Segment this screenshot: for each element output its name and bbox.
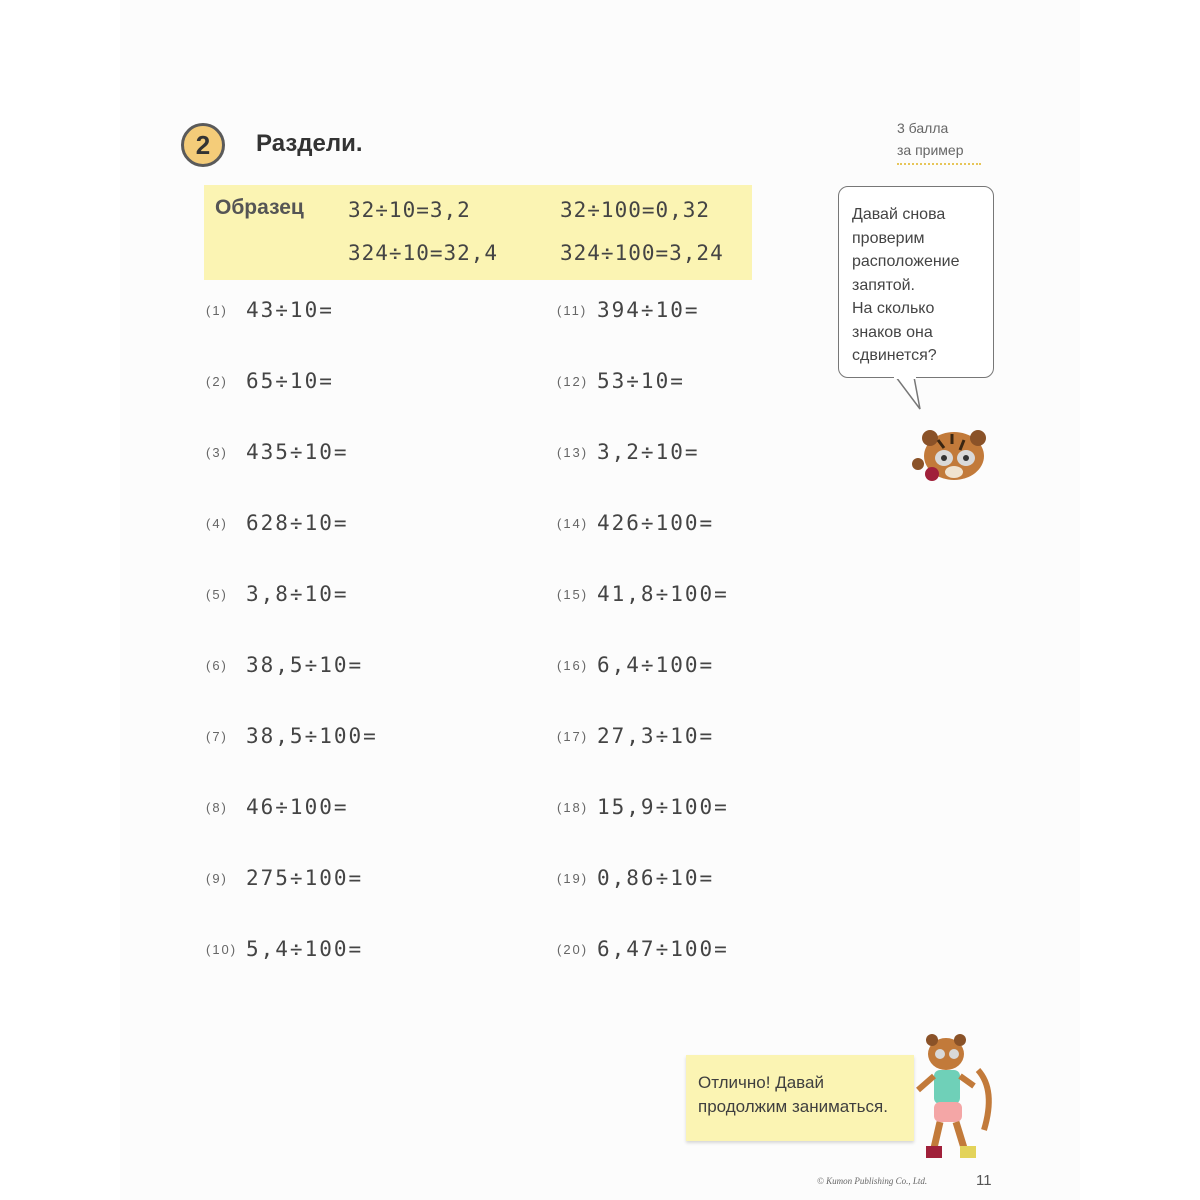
problem-number: (5)	[206, 586, 228, 602]
problem-number: (9)	[206, 870, 228, 886]
problem-item	[206, 511, 349, 535]
hint-line: расположение	[852, 253, 960, 270]
problem-number: (1)	[206, 302, 228, 318]
copyright-notice: © Kumon Publishing Co., Ltd.	[817, 1176, 928, 1186]
problem-number: (14)	[557, 515, 589, 531]
problem-item	[557, 511, 714, 535]
problem-expression: 27,3÷10=	[597, 724, 715, 748]
problem-item	[557, 795, 729, 819]
problem-expression: 43÷10=	[246, 298, 334, 322]
problem-item	[557, 937, 729, 961]
problem-expression: 6,4÷100=	[597, 653, 715, 677]
closing-line-2: продолжим заниматься.	[698, 1097, 888, 1116]
problem-number: (8)	[206, 799, 228, 815]
speech-bubble-tail	[890, 375, 930, 411]
points-note	[897, 117, 981, 165]
problem-number: (4)	[206, 515, 228, 531]
tiger-character-icon	[900, 1030, 1000, 1170]
problem-number: (12)	[557, 373, 589, 389]
problem-expression: 3,2÷10=	[597, 440, 700, 464]
points-dotted-underline	[897, 163, 981, 165]
sample-equation-4: 324÷100=3,24	[560, 241, 724, 265]
points-line-1: 3 балла	[897, 120, 949, 136]
problem-item	[557, 298, 700, 322]
problem-item	[557, 653, 714, 677]
problem-item	[206, 369, 334, 393]
hint-line: знаков она	[852, 323, 933, 341]
problem-item	[557, 440, 700, 464]
problem-item	[206, 937, 363, 961]
problem-expression: 46÷100=	[246, 795, 349, 819]
problem-number: (16)	[557, 657, 589, 673]
problem-expression: 3,8÷10=	[246, 582, 349, 606]
problem-expression: 628÷10=	[246, 511, 349, 535]
problem-item	[206, 795, 349, 819]
problem-item	[557, 582, 729, 606]
closing-message-note	[686, 1055, 914, 1141]
hint-line: На сколько	[852, 300, 935, 317]
problem-expression: 275÷100=	[246, 866, 364, 890]
problem-number: (6)	[206, 657, 228, 673]
problem-item	[557, 369, 685, 393]
problem-number: (18)	[557, 799, 589, 815]
problem-expression: 53÷10=	[597, 369, 685, 393]
problem-expression: 6,47÷100=	[597, 937, 729, 961]
closing-line-1: Отлично! Давай	[698, 1073, 824, 1092]
problem-expression: 426÷100=	[597, 511, 715, 535]
problem-expression: 0,86÷10=	[597, 866, 715, 890]
tiger-head-icon	[908, 420, 998, 490]
points-line-2: за пример	[897, 142, 964, 158]
problem-number: (13)	[557, 444, 589, 460]
problem-number: (17)	[557, 728, 589, 744]
problem-item	[206, 582, 349, 606]
hint-line: запятой.	[852, 276, 915, 294]
problem-number: (3)	[206, 444, 228, 460]
problem-expression: 38,5÷100=	[246, 724, 378, 748]
problem-item	[557, 724, 714, 748]
problem-number: (7)	[206, 728, 228, 744]
problem-item	[206, 866, 363, 890]
sample-equation-2: 32÷100=0,32	[560, 198, 711, 222]
hint-speech-bubble	[838, 186, 994, 378]
task-number-badge: 2	[181, 123, 225, 167]
hint-line: сдвинется?	[852, 347, 937, 364]
problem-expression: 38,5÷10=	[246, 653, 364, 677]
sample-equation-1: 32÷10=3,2	[348, 198, 471, 222]
problem-expression: 435÷10=	[246, 440, 349, 464]
page-number: 11	[976, 1172, 992, 1189]
problem-item	[206, 724, 378, 748]
problem-expression: 394÷10=	[597, 298, 700, 322]
problem-expression: 41,8÷100=	[597, 582, 729, 606]
problem-item	[557, 866, 714, 890]
problem-number: (20)	[557, 941, 589, 957]
hint-line: Давай снова	[852, 206, 946, 223]
problem-expression: 65÷10=	[246, 369, 334, 393]
sample-equation-3: 324÷10=32,4	[348, 241, 499, 265]
task-title: Раздели.	[256, 130, 363, 157]
problem-item	[206, 298, 334, 322]
problem-number: (15)	[557, 586, 589, 602]
problem-expression: 5,4÷100=	[246, 937, 364, 961]
problem-number: (19)	[557, 870, 589, 886]
hint-line: проверим	[852, 229, 925, 247]
problem-number: (10)	[206, 941, 238, 957]
problem-item	[206, 653, 363, 677]
problem-expression: 15,9÷100=	[597, 795, 729, 819]
problem-item	[206, 440, 349, 464]
problem-number: (2)	[206, 373, 228, 389]
sample-label: Образец	[215, 196, 304, 219]
problem-number: (11)	[557, 302, 588, 318]
